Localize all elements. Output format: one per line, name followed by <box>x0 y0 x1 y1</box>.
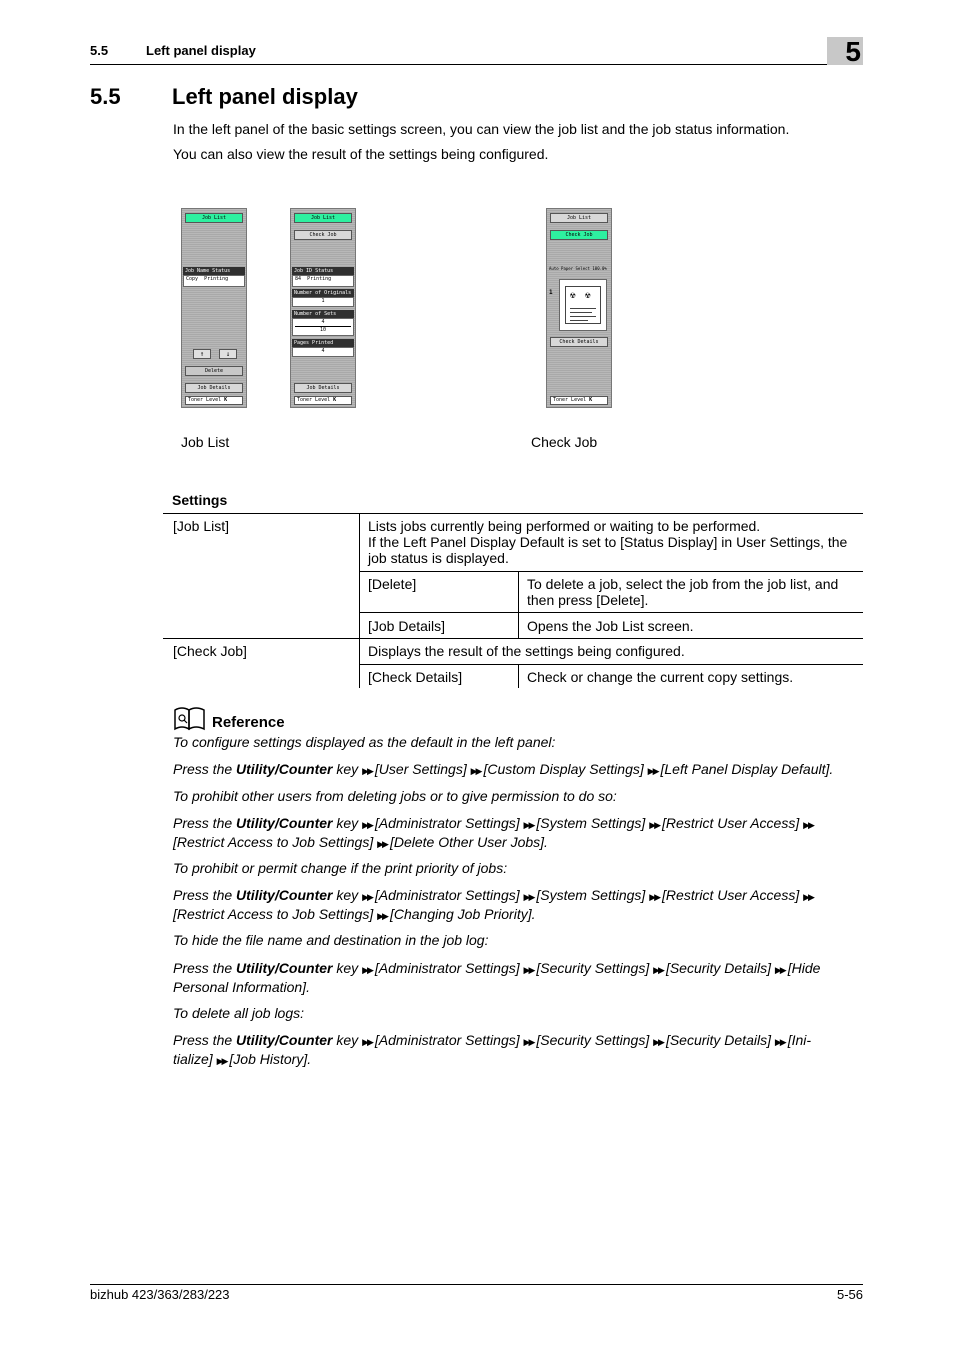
preview-line <box>570 316 596 317</box>
toner-mark: K <box>589 397 593 403</box>
preview-line <box>570 312 592 313</box>
job-row-status: Printing <box>204 276 229 282</box>
table-rule <box>359 664 863 665</box>
check-job-button[interactable]: Check Job <box>550 230 608 240</box>
arrow-icon: ▶▶ <box>523 1037 534 1047</box>
arrow-icon: ▶▶ <box>774 965 785 975</box>
arrow-icon: ▶▶ <box>523 892 534 902</box>
key-name: Utility/Counter <box>236 761 333 777</box>
job-row-id: 84 <box>295 276 302 282</box>
preview-line <box>570 320 588 321</box>
path-step: [Custom Display Settings] <box>483 761 644 777</box>
arrow-icon: ▶▶ <box>653 965 663 975</box>
col-status: Status <box>212 268 231 274</box>
arrow-icon: ▶▶ <box>362 820 372 830</box>
path-step: [Security Details] <box>665 1032 771 1048</box>
job-list-button[interactable]: Job List <box>294 213 352 223</box>
path-step: [Job History]. <box>229 1051 312 1067</box>
path-step: [Security Settings] <box>536 1032 650 1048</box>
intro-paragraph-1: In the left panel of the basic settings screen, you can view the job list and the job status information. <box>173 121 790 137</box>
copy-icon: ☢ <box>585 291 591 301</box>
arrow-icon: ▶▶ <box>362 766 372 776</box>
chapter-badge: 5 <box>827 37 863 65</box>
arrow-icon: ▶▶ <box>362 1037 372 1047</box>
scroll-up-button[interactable] <box>193 349 211 359</box>
zoom-value: 100.0% <box>592 266 607 271</box>
toner-level <box>185 396 243 405</box>
key-name: Utility/Counter <box>236 815 333 831</box>
path-step: [User Settings] <box>374 761 467 777</box>
arrow-icon: ▶▶ <box>523 965 534 975</box>
path-step: [Administrator Settings] <box>374 1032 520 1048</box>
originals-label: Number of Originals <box>292 289 354 297</box>
reference-path-3 <box>173 887 865 925</box>
copy-mode <box>549 266 611 271</box>
setting-desc-check-details: Check or change the current copy settings. <box>527 669 794 685</box>
reference-intro-1: To configure settings displayed as the default in the left panel: <box>173 734 556 750</box>
desc-line: then press [Delete]. <box>527 592 649 608</box>
setting-name-job-list: [Job List] <box>173 518 230 534</box>
key-name: Utility/Counter <box>236 1032 333 1048</box>
arrow-icon: ▶▶ <box>774 1037 785 1047</box>
check-job-button[interactable]: Check Job <box>294 230 352 240</box>
arrow-icon: ▶▶ <box>362 892 372 902</box>
table-rule <box>163 513 863 514</box>
path-step: [Restrict Access to Job Settings] <box>173 906 374 922</box>
setting-desc-job-details: Opens the Job List screen. <box>527 618 694 634</box>
key-text: key <box>336 761 359 777</box>
caption-job-list: Job List <box>181 434 230 450</box>
preview-line <box>570 308 596 309</box>
section-number: 5.5 <box>90 84 121 109</box>
toner-level <box>294 396 352 405</box>
reference-path-4 <box>173 960 865 996</box>
table-col-rule <box>518 664 519 688</box>
reference-path-2 <box>173 815 865 853</box>
header-section-title: Left panel display <box>146 43 256 58</box>
job-list-button[interactable]: Job List <box>185 213 243 223</box>
table-col-rule <box>359 513 360 688</box>
path-step: [Hide <box>787 960 821 976</box>
reference-path-5 <box>173 1032 865 1070</box>
toner-mark: K <box>224 397 228 403</box>
paper-mode: Auto Paper Select <box>549 266 590 271</box>
arrow-icon: ▶▶ <box>649 892 660 902</box>
press-text: Press the <box>173 815 233 831</box>
intro-paragraph-2: You can also view the result of the settings being configured. <box>173 146 549 162</box>
table-col-rule <box>518 571 519 638</box>
job-details-button[interactable]: Job Details <box>185 383 243 393</box>
job-details-button[interactable]: Job Details <box>294 383 352 393</box>
arrow-icon: ▶▶ <box>653 1037 663 1047</box>
path-step: [Left Panel Display Default]. <box>660 761 834 777</box>
desc-line: job status is displayed. <box>368 550 509 566</box>
setting-name-check-job: [Check Job] <box>173 643 247 659</box>
path-step: [Administrator Settings] <box>374 887 520 903</box>
panel-job-list-status <box>181 208 247 408</box>
key-text: key <box>336 1032 359 1048</box>
arrow-icon: ▶▶ <box>362 965 372 975</box>
job-row[interactable] <box>183 275 245 287</box>
key-text: key <box>336 960 359 976</box>
check-details-button[interactable]: Check Details <box>550 337 608 347</box>
setting-name-job-details: [Job Details] <box>368 618 446 634</box>
document-preview <box>565 286 601 324</box>
key-name: Utility/Counter <box>236 960 333 976</box>
reference-intro-4: To hide the file name and destination in the job log: <box>173 932 489 948</box>
header-rule <box>90 64 863 65</box>
reference-book-icon <box>173 706 207 732</box>
arrow-down-icon: ↓ <box>225 350 231 358</box>
reference-intro-3: To prohibit or permit change if the print priority of jobs: <box>173 860 508 876</box>
pages-label: Pages Printed <box>292 339 354 347</box>
footer-rule <box>90 1284 863 1285</box>
setting-desc-job-list <box>368 518 858 566</box>
scroll-down-button[interactable] <box>219 349 237 359</box>
toner-label: Toner Level <box>188 397 222 403</box>
path-step: [Administrator Settings] <box>374 960 520 976</box>
path-step: [System Settings] <box>536 887 646 903</box>
reference-path-1 <box>173 761 865 780</box>
desc-line: Lists jobs currently being performed or waiting to be performed. <box>368 518 761 534</box>
reference-intro-5: To delete all job logs: <box>173 1005 305 1021</box>
settings-heading: Settings <box>172 492 228 508</box>
sets-value <box>292 318 354 336</box>
table-rule <box>163 638 863 639</box>
key-text: key <box>336 887 359 903</box>
setting-desc-check-job: Displays the result of the settings being configured. <box>368 643 685 659</box>
path-step: [Administrator Settings] <box>374 815 520 831</box>
key-name: Utility/Counter <box>236 887 333 903</box>
press-text: Press the <box>173 1032 233 1048</box>
job-list-header <box>183 267 245 275</box>
path-step: [Restrict Access to Job Settings] <box>173 834 374 850</box>
key-text: key <box>336 815 359 831</box>
path-step: [Restrict User Access] <box>662 815 800 831</box>
footer-page-number: 5-56 <box>836 1287 863 1302</box>
toner-label: Toner Level <box>297 397 331 403</box>
job-row-status: Printing <box>307 276 332 282</box>
setting-name-delete: [Delete] <box>368 576 417 592</box>
path-step: [Security Settings] <box>536 960 650 976</box>
panel-job-list-details <box>290 208 356 408</box>
desc-line: To delete a job, select the job from the job list, and <box>527 576 839 592</box>
setting-name-check-details: [Check Details] <box>368 669 463 685</box>
path-step: [Ini- <box>787 1032 812 1048</box>
desc-line: If the Left Panel Display Default is set to [Status Display] in User Settings, the <box>368 534 848 550</box>
toner-level <box>550 396 608 405</box>
toner-label: Toner Level <box>553 397 587 403</box>
arrow-up-icon: ↑ <box>199 350 205 358</box>
path-step: [System Settings] <box>536 815 646 831</box>
sets-total: 10 <box>295 326 351 334</box>
path-step: Personal Information]. <box>173 979 310 995</box>
path-step: [Changing Job Priority]. <box>389 906 536 922</box>
col-status: Status <box>315 268 334 274</box>
press-text: Press the <box>173 887 233 903</box>
arrow-icon: ▶▶ <box>523 820 534 830</box>
col-job-name: Job Name <box>185 268 210 274</box>
arrow-icon: ▶▶ <box>470 766 481 776</box>
press-text: Press the <box>173 960 233 976</box>
job-list-button[interactable]: Job List <box>550 213 608 223</box>
arrow-icon: ▶▶ <box>803 892 813 902</box>
col-job-id: Job ID <box>294 268 313 274</box>
table-rule <box>359 612 863 613</box>
arrow-icon: ▶▶ <box>377 839 387 849</box>
sets-done: 4 <box>321 319 325 325</box>
arrow-icon: ▶▶ <box>803 820 813 830</box>
pages-value: 4 <box>292 347 354 357</box>
table-rule <box>359 571 863 572</box>
page-title: Left panel display <box>172 84 358 109</box>
reference-intro-2: To prohibit other users from deleting jobs or to give permission to do so: <box>173 788 617 804</box>
reference-title: Reference <box>212 714 285 731</box>
originals-value: 1 <box>292 297 354 307</box>
setting-desc-delete <box>527 576 862 608</box>
settings-preview <box>559 279 607 331</box>
press-text: Press the <box>173 761 233 777</box>
caption-check-job: Check Job <box>531 434 598 450</box>
panel-check-job <box>546 208 612 408</box>
header-section-number: 5.5 <box>90 43 109 58</box>
arrow-icon: ▶▶ <box>649 820 660 830</box>
delete-button[interactable]: Delete <box>185 366 243 376</box>
quantity-value: 1 <box>549 289 553 296</box>
arrow-icon: ▶▶ <box>216 1056 227 1066</box>
path-step: [Restrict User Access] <box>662 887 800 903</box>
sets-label: Number of Sets <box>292 310 354 318</box>
path-step: [Delete Other User Jobs]. <box>389 834 548 850</box>
path-step: [Security Details] <box>665 960 771 976</box>
job-row-name: Copy <box>186 276 199 282</box>
original-icon: ☢ <box>570 291 576 301</box>
arrow-icon: ▶▶ <box>377 911 387 921</box>
toner-mark: K <box>333 397 337 403</box>
job-list-header <box>292 267 354 275</box>
path-step: tialize] <box>173 1051 213 1067</box>
job-row[interactable] <box>292 275 354 287</box>
footer-model: bizhub 423/363/283/223 <box>90 1287 230 1302</box>
arrow-icon: ▶▶ <box>647 766 658 776</box>
